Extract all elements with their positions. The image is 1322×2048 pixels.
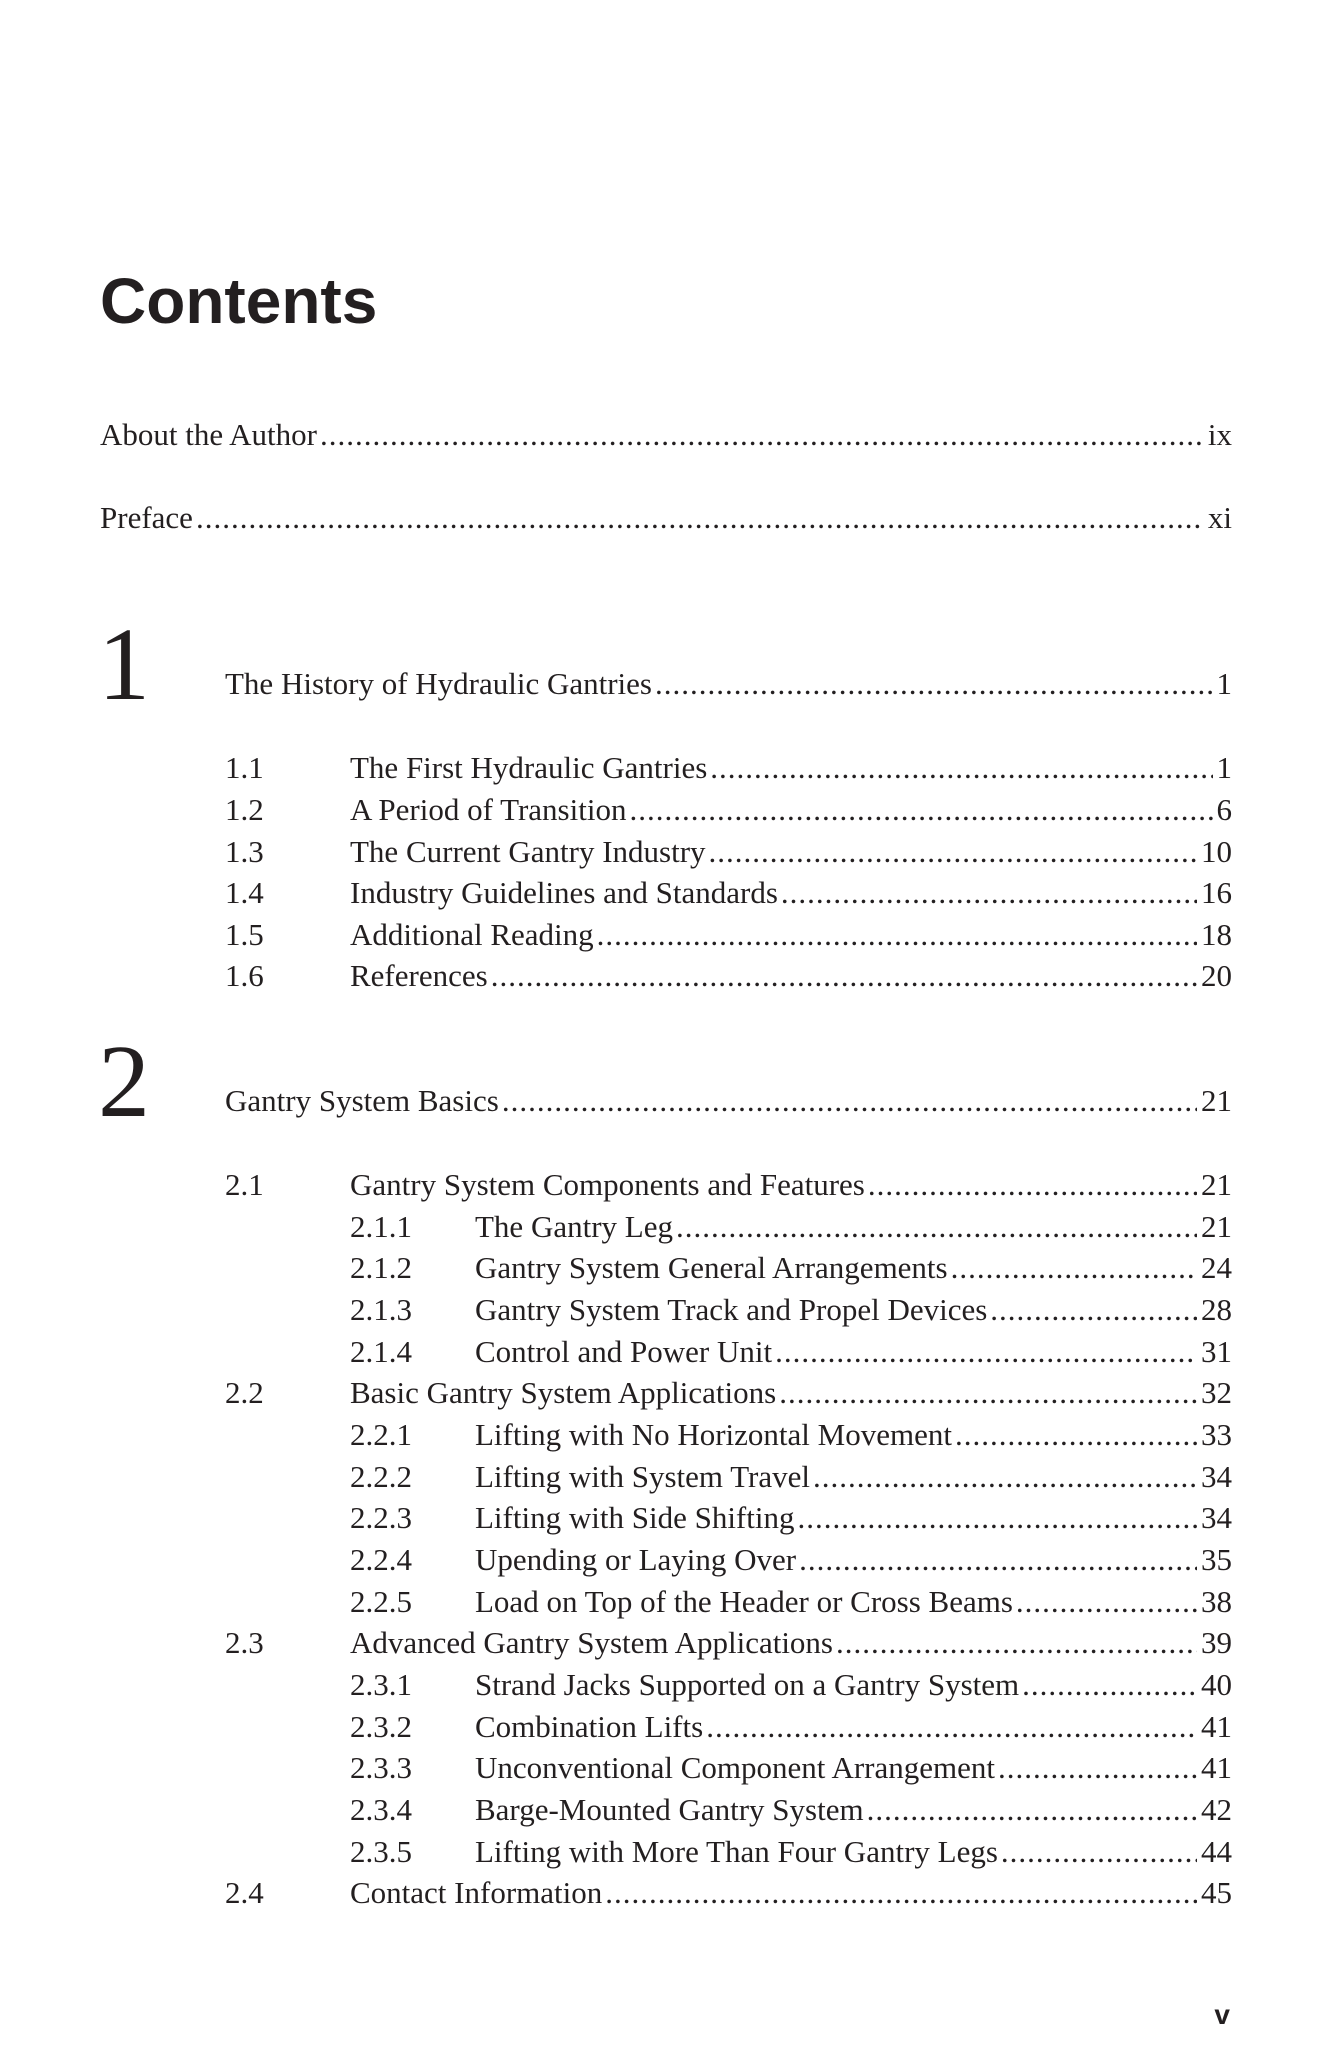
toc-subsection-entry[interactable] xyxy=(350,1789,1232,1831)
section-title: Contact Information xyxy=(350,1875,603,1910)
dot-leader xyxy=(836,1622,1197,1664)
dot-leader xyxy=(813,1456,1197,1498)
toc-section-entry[interactable] xyxy=(225,747,1232,789)
toc-entry-page: 33 xyxy=(1201,1417,1232,1452)
section-title: The Current Gantry Industry xyxy=(350,834,706,869)
toc-section-entry[interactable] xyxy=(225,955,1232,997)
subsection-title: Unconventional Component Arrangement xyxy=(475,1750,995,1785)
toc-chapter-entry[interactable] xyxy=(225,663,1232,705)
section-number: 2.2 xyxy=(225,1375,264,1410)
dot-leader xyxy=(951,1247,1197,1289)
subsection-number: 2.3.4 xyxy=(350,1792,412,1827)
toc-entry-page: 40 xyxy=(1201,1667,1232,1702)
dot-leader xyxy=(597,914,1197,956)
section-number: 1.2 xyxy=(225,792,264,827)
toc-entry-page: 42 xyxy=(1201,1792,1232,1827)
dot-leader xyxy=(868,1164,1197,1206)
chapter-number: 1 xyxy=(98,607,150,722)
dot-leader xyxy=(990,1289,1197,1331)
section-title: A Period of Transition xyxy=(350,792,627,827)
dot-leader xyxy=(955,1414,1197,1456)
toc-section-entry[interactable] xyxy=(225,831,1232,873)
toc-subsection-entry[interactable] xyxy=(350,1331,1232,1373)
toc-section-entry[interactable] xyxy=(225,1372,1232,1414)
toc-section-entry[interactable] xyxy=(225,914,1232,956)
toc-subsection-entry[interactable] xyxy=(350,1206,1232,1248)
toc-subsection-entry[interactable] xyxy=(350,1831,1232,1873)
subsection-title: Gantry System General Arrangements xyxy=(475,1250,948,1285)
toc-subsection-entry[interactable] xyxy=(350,1664,1232,1706)
section-title: References xyxy=(350,958,488,993)
page-title: Contents xyxy=(100,265,378,337)
toc-subsection-entry[interactable] xyxy=(350,1289,1232,1331)
dot-leader xyxy=(710,747,1212,789)
toc-entry-about-author[interactable] xyxy=(100,414,1232,456)
section-number: 1.1 xyxy=(225,750,264,785)
toc-entry-page: 31 xyxy=(1201,1334,1232,1369)
toc-subsection-entry[interactable] xyxy=(350,1497,1232,1539)
subsection-title: Lifting with System Travel xyxy=(475,1459,810,1494)
section-title: Industry Guidelines and Standards xyxy=(350,875,778,910)
toc-entry-page: 21 xyxy=(1201,1209,1232,1244)
dot-leader xyxy=(799,1539,1197,1581)
section-number: 1.3 xyxy=(225,834,264,869)
toc-entry-page: 41 xyxy=(1201,1750,1232,1785)
chapter-title: Gantry System Basics xyxy=(225,1083,499,1118)
subsection-title: Lifting with More Than Four Gantry Legs xyxy=(475,1834,998,1869)
toc-section-entry[interactable] xyxy=(225,1164,1232,1206)
subsection-number: 2.3.3 xyxy=(350,1750,412,1785)
dot-leader xyxy=(629,789,1212,831)
subsection-number: 2.2.2 xyxy=(350,1459,412,1494)
section-number: 2.4 xyxy=(225,1875,264,1910)
subsection-title: Lifting with No Horizontal Movement xyxy=(475,1417,952,1452)
subsection-number: 2.2.1 xyxy=(350,1417,412,1452)
toc-entry-preface[interactable] xyxy=(100,497,1232,539)
chapter-title: The History of Hydraulic Gantries xyxy=(225,666,652,701)
dot-leader xyxy=(706,1706,1197,1748)
toc-entry-page: 20 xyxy=(1201,958,1232,993)
dot-leader xyxy=(779,1372,1197,1414)
dot-leader xyxy=(676,1206,1197,1248)
subsection-number: 2.3.2 xyxy=(350,1709,412,1744)
dot-leader xyxy=(196,497,1204,539)
dot-leader xyxy=(709,831,1197,873)
toc-entry-label: Preface xyxy=(100,500,193,535)
dot-leader xyxy=(491,955,1197,997)
subsection-number: 2.2.3 xyxy=(350,1500,412,1535)
toc-entry-page: 18 xyxy=(1201,917,1232,952)
toc-section-entry[interactable] xyxy=(225,872,1232,914)
toc-entry-page: xi xyxy=(1207,500,1232,535)
dot-leader xyxy=(775,1331,1197,1373)
toc-subsection-entry[interactable] xyxy=(350,1456,1232,1498)
toc-subsection-entry[interactable] xyxy=(350,1747,1232,1789)
subsection-number: 2.1.3 xyxy=(350,1292,412,1327)
toc-entry-page: 28 xyxy=(1201,1292,1232,1327)
dot-leader xyxy=(998,1747,1197,1789)
toc-entry-page: 21 xyxy=(1201,1083,1232,1118)
toc-entry-page: 39 xyxy=(1201,1625,1232,1660)
toc-entry-page: 24 xyxy=(1201,1250,1232,1285)
page-folio: v xyxy=(1214,1999,1230,2030)
dot-leader xyxy=(797,1497,1197,1539)
section-number: 2.3 xyxy=(225,1625,264,1660)
toc-section-entry[interactable] xyxy=(225,1622,1232,1664)
dot-leader xyxy=(1022,1664,1197,1706)
toc-entry-page: 34 xyxy=(1201,1459,1232,1494)
subsection-title: Strand Jacks Supported on a Gantry System xyxy=(475,1667,1020,1702)
toc-entry-label: About the Author xyxy=(100,417,317,452)
toc-section-entry[interactable] xyxy=(225,1872,1232,1914)
dot-leader xyxy=(1001,1831,1197,1873)
toc-subsection-entry[interactable] xyxy=(350,1414,1232,1456)
dot-leader xyxy=(867,1789,1197,1831)
subsection-title: Load on Top of the Header or Cross Beams xyxy=(475,1584,1013,1619)
section-title: Gantry System Components and Features xyxy=(350,1167,865,1202)
toc-entry-page: 44 xyxy=(1201,1834,1232,1869)
toc-entry-page: 34 xyxy=(1201,1500,1232,1535)
toc-section-entry[interactable] xyxy=(225,789,1232,831)
dot-leader xyxy=(502,1080,1197,1122)
toc-entry-page: 6 xyxy=(1216,792,1232,827)
subsection-number: 2.2.4 xyxy=(350,1542,412,1577)
subsection-title: The Gantry Leg xyxy=(475,1209,673,1244)
toc-entry-page: 1 xyxy=(1216,750,1232,785)
toc-entry-page: 35 xyxy=(1201,1542,1232,1577)
toc-entry-page: 21 xyxy=(1201,1167,1232,1202)
subsection-title: Combination Lifts xyxy=(475,1709,704,1744)
subsection-number: 2.3.1 xyxy=(350,1667,412,1702)
subsection-number: 2.1.2 xyxy=(350,1250,412,1285)
toc-subsection-entry[interactable] xyxy=(350,1581,1232,1623)
subsection-number: 2.1.4 xyxy=(350,1334,412,1369)
toc-entry-page: 32 xyxy=(1201,1375,1232,1410)
subsection-number: 2.1.1 xyxy=(350,1209,412,1244)
toc-entry-page: 10 xyxy=(1201,834,1232,869)
subsection-title: Lifting with Side Shifting xyxy=(475,1500,795,1535)
section-title: Advanced Gantry System Applications xyxy=(350,1625,833,1660)
section-number: 1.5 xyxy=(225,917,264,952)
section-title: Additional Reading xyxy=(350,917,594,952)
section-title: The First Hydraulic Gantries xyxy=(350,750,708,785)
toc-subsection-entry[interactable] xyxy=(350,1247,1232,1289)
toc-subsection-entry[interactable] xyxy=(350,1539,1232,1581)
chapter-number: 2 xyxy=(98,1024,150,1139)
toc-entry-page: 41 xyxy=(1201,1709,1232,1744)
toc-entry-page: ix xyxy=(1207,417,1232,452)
subsection-number: 2.2.5 xyxy=(350,1584,412,1619)
toc-entry-page: 1 xyxy=(1216,666,1232,701)
section-number: 1.4 xyxy=(225,875,264,910)
dot-leader xyxy=(320,414,1204,456)
toc-entry-page: 38 xyxy=(1201,1584,1232,1619)
toc-entry-page: 16 xyxy=(1201,875,1232,910)
dot-leader xyxy=(655,663,1213,705)
dot-leader xyxy=(605,1872,1197,1914)
dot-leader xyxy=(781,872,1197,914)
section-number: 2.1 xyxy=(225,1167,264,1202)
subsection-title: Upending or Laying Over xyxy=(475,1542,797,1577)
section-title: Basic Gantry System Applications xyxy=(350,1375,777,1410)
toc-chapter-entry[interactable] xyxy=(225,1080,1232,1122)
dot-leader xyxy=(1016,1581,1197,1623)
toc-entry-page: 45 xyxy=(1201,1875,1232,1910)
subsection-title: Barge-Mounted Gantry System xyxy=(475,1792,864,1827)
subsection-title: Gantry System Track and Propel Devices xyxy=(475,1292,988,1327)
subsection-number: 2.3.5 xyxy=(350,1834,412,1869)
toc-subsection-entry[interactable] xyxy=(350,1706,1232,1748)
section-number: 1.6 xyxy=(225,958,264,993)
subsection-title: Control and Power Unit xyxy=(475,1334,773,1369)
